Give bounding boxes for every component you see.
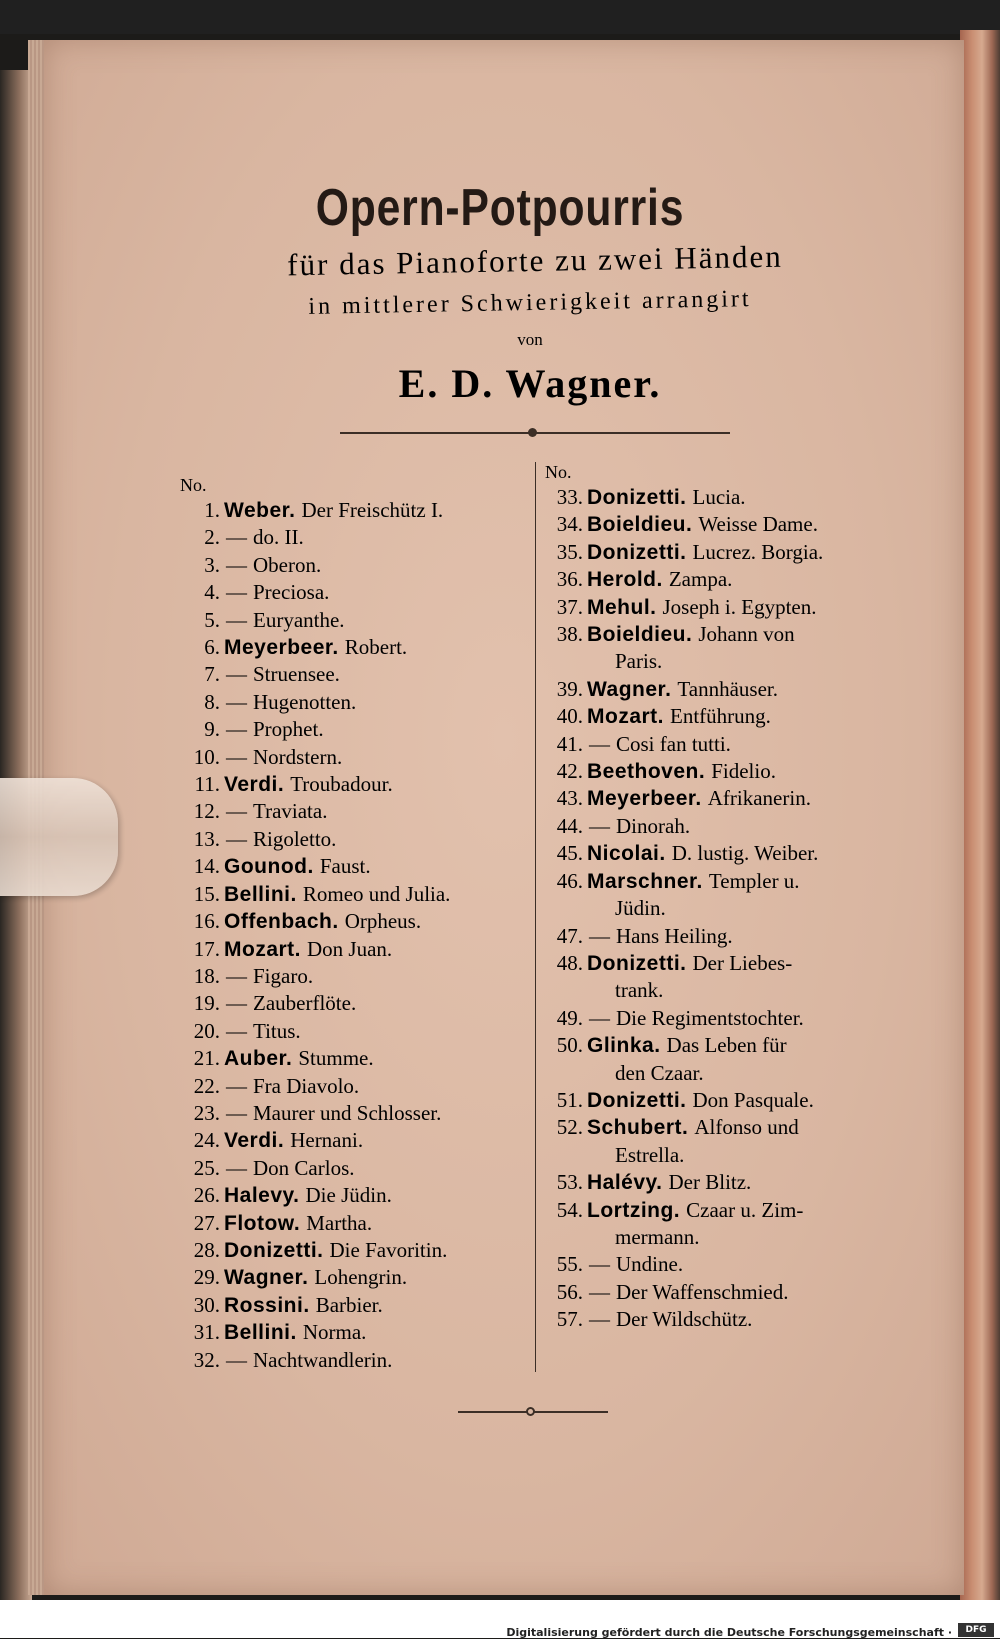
catalog-entry [180,689,525,716]
entry-number: 50. [556,1033,583,1058]
entry-composer: Wagner. [224,1266,309,1290]
entry-work: Joseph i. Egypten. [662,594,817,619]
entry-work: Templer u. [708,868,800,893]
catalog-entry [545,566,890,593]
entry-number: 51. [556,1087,583,1112]
entry-work: Maurer und Schlosser. [253,1100,442,1125]
catalog-entry [180,1292,525,1319]
catalog-entry [180,990,525,1017]
catalog-entry [545,758,890,785]
entry-composer: — [226,689,247,714]
catalog-entry [180,1210,525,1237]
entry-composer: Mozart. [224,937,301,961]
entry-number: 56. [556,1279,583,1304]
catalog-entry [180,853,525,880]
entry-number: 19. [193,991,220,1016]
entry-number: 52. [556,1115,583,1140]
entry-number: 15. [193,881,220,906]
catalog-entry [180,716,525,743]
entry-number: 16. [193,909,220,934]
catalog-entry [545,1005,890,1032]
entry-composer: — [226,717,247,742]
entry-work: Troubadour. [290,772,393,797]
arranger-name: E. D. Wagner. [398,361,662,406]
catalog-entry [180,1045,525,1072]
catalog-entry [545,950,890,977]
entry-number: 27. [193,1210,220,1235]
entry-number: 18. [193,963,220,988]
entry-composer: — [589,813,610,838]
entry-composer: — [589,1005,610,1030]
entry-composer: — [226,991,247,1016]
entry-composer: — [226,826,247,851]
catalog-entry [545,1087,890,1114]
entry-number: 29. [193,1265,220,1290]
catalog-entry [180,1018,525,1045]
entry-work: Der Waffenschmied. [616,1279,789,1304]
entry-number: 25. [193,1155,220,1180]
entry-composer: — [226,580,247,605]
entry-work: Nordstern. [253,744,343,769]
entry-work: Lohengrin. [314,1265,408,1290]
catalog-entry [545,511,890,538]
entry-work: Der Wildschütz. [616,1307,753,1332]
entry-work: Traviata. [253,799,328,824]
entry-work: Die Favoritin. [329,1237,448,1262]
catalog-entry [545,676,890,703]
entry-work: Struensee. [253,662,340,687]
entry-number: 38. [556,622,583,647]
arrangement-line: in mittlerer Schwierigkeit arrangirt [308,286,752,320]
entry-work: Hans Heiling. [616,923,733,948]
catalog-entry [180,552,525,579]
column-divider [535,462,536,1372]
entry-number: 34. [556,512,583,537]
entry-composer: — [226,1100,247,1125]
entry-work: Oberon. [253,552,322,577]
entry-number: 10. [193,744,220,769]
entry-work-continuation: Paris. [615,649,663,674]
entry-composer: — [226,525,247,550]
catalog-entry [180,1127,525,1154]
entry-number: 40. [556,704,583,729]
catalog-entry [545,923,890,950]
entry-work: Stumme. [298,1046,374,1071]
entry-number: 32. [193,1347,220,1372]
entry-work: Norma. [302,1320,367,1345]
entry-number: 46. [556,868,583,893]
entry-number: 45. [556,841,583,866]
entry-number: 17. [193,936,220,961]
entry-work: Czaar u. Zim- [686,1197,804,1222]
entry-number: 8. [204,689,220,714]
entry-number: 44. [556,813,583,838]
catalog-entry [180,607,525,634]
entry-composer: Meyerbeer. [587,787,702,811]
catalog-entry [545,840,890,867]
catalog-entry [180,1155,525,1182]
entry-composer: Schubert. [587,1116,689,1140]
entry-work-continuation: den Czaar. [615,1060,704,1085]
entry-number: 3. [204,552,220,577]
entry-composer: Bellini. [224,1321,297,1345]
entry-composer: — [226,1018,247,1043]
catalog-entry [180,1182,525,1209]
entry-work: Figaro. [253,963,314,988]
entry-composer: Donizetti. [587,486,687,509]
entry-work: Nachtwandlerin. [253,1347,393,1372]
entry-composer: Glinka. [587,1034,661,1058]
entry-work: Tannhäuser. [677,676,778,701]
catalog-list-left [180,497,525,1374]
entry-work: Zampa. [668,567,733,592]
entry-composer: Beethoven. [587,760,706,784]
catalog-entry [180,524,525,551]
entry-composer: Mehul. [587,595,657,619]
entry-composer: — [589,1252,610,1277]
scanner-bed [0,0,1000,34]
entry-work: Die Regimentstochter. [616,1005,804,1030]
entry-number: 9. [204,717,220,742]
catalog-entry [180,908,525,935]
entry-composer: Nicolai. [587,842,666,866]
entry-number: 23. [193,1100,220,1125]
catalog-entry [180,771,525,798]
entry-composer: Mozart. [587,705,664,729]
catalog-entry [180,1319,525,1346]
entry-work: Don Pasquale. [692,1087,814,1112]
catalog-entry-continuation [545,1142,890,1169]
entry-composer: Verdi. [224,1129,285,1153]
no-label: No. [545,462,572,482]
entry-composer: — [226,963,247,988]
entry-work: Hernani. [290,1128,364,1153]
entry-number: 14. [193,854,220,879]
entry-number: 12. [193,799,220,824]
entry-number: 11. [194,772,220,797]
entry-number: 2. [204,525,220,550]
catalog-entry [545,1197,890,1224]
catalog-entry-continuation [545,1224,890,1251]
entry-composer: Donizetti. [587,1088,687,1112]
catalog-entry [180,798,525,825]
entry-work: Romeo und Julia. [302,881,451,906]
entry-work: Das Leben für [666,1033,787,1058]
entry-composer: — [226,607,247,632]
entry-number: 47. [556,923,583,948]
catalog-entry [180,936,525,963]
entry-number: 26. [193,1183,220,1208]
entry-work: Don Carlos. [253,1155,355,1180]
entry-work-continuation: Jüdin. [615,896,666,921]
entry-number: 48. [556,950,583,975]
entry-composer: Gounod. [224,855,314,879]
catalog-entry [180,744,525,771]
entry-composer: Marschner. [587,869,703,893]
entry-composer: — [589,923,610,948]
catalog-entry [545,1032,890,1059]
entry-composer: — [226,1155,247,1180]
entry-work: Robert. [344,635,408,660]
catalog-entry [545,1279,890,1306]
entry-number: 6. [204,635,220,660]
catalog-column-right [545,462,890,1334]
von-label: von [517,330,543,349]
entry-composer: Flotow. [224,1211,301,1235]
catalog-entry-continuation [545,648,890,675]
entry-number: 20. [193,1018,220,1043]
entry-work: do. II. [253,525,304,550]
entry-composer: Boieldieu. [587,513,693,537]
divider-ornament-icon [528,428,537,437]
entry-composer: — [589,1307,610,1332]
entry-composer: — [226,799,247,824]
entry-number: 30. [193,1292,220,1317]
catalog-entry [545,1114,890,1141]
entry-work: Der Liebes- [692,950,793,975]
entry-work: Hugenotten. [253,689,357,714]
catalog-entry [180,1347,525,1374]
entry-work: Undine. [616,1252,684,1277]
entry-composer: Donizetti. [224,1238,324,1262]
entry-number: 7. [204,662,220,687]
catalog-entry [545,1306,890,1333]
entry-composer: — [226,1347,247,1372]
entry-composer: Halevy. [224,1184,300,1208]
entry-composer: Offenbach. [224,910,339,934]
catalog-entry [545,785,890,812]
catalog-entry [545,731,890,758]
entry-work: D. lustig. Weiber. [671,841,819,866]
entry-work: Entführung. [670,704,771,729]
entry-number: 53. [556,1170,583,1195]
entry-composer: Auber. [224,1047,293,1071]
catalog-list-right [545,484,890,1334]
entry-work: Zauberflöte. [253,991,357,1016]
entry-composer: Boieldieu. [587,623,693,647]
catalog-entry-continuation [545,895,890,922]
entry-work: Afrikanerin. [707,786,811,811]
entry-composer: Rossini. [224,1293,310,1317]
catalog-entry [545,484,890,511]
page-clip [0,778,118,896]
entry-composer: — [226,1073,247,1098]
entry-number: 28. [193,1237,220,1262]
entry-number: 21. [193,1046,220,1071]
entry-work: Weisse Dame. [698,512,818,537]
entry-number: 54. [556,1197,583,1222]
digitization-credit: Digitalisierung gefördert durch die Deutsche Forschungsgemeinschaft · [506,1626,952,1639]
entry-work: Preciosa. [253,580,330,605]
catalog-entry-continuation [545,977,890,1004]
entry-number: 37. [556,594,583,619]
catalog-entry [545,1169,890,1196]
page-title: Opern-Potpourris [315,179,685,237]
entry-work: Fra Diavolo. [253,1073,360,1098]
entry-work-continuation: mermann. [615,1224,700,1249]
entry-number: 39. [556,676,583,701]
entry-composer: — [589,1279,610,1304]
entry-number: 33. [556,485,583,509]
entry-composer: — [226,744,247,769]
catalog-entry [180,881,525,908]
entry-number: 42. [556,759,583,784]
page-subtitle: für das Pianoforte zu zwei Händen [286,238,784,283]
catalog-entry [180,634,525,661]
catalog-entry [545,621,890,648]
catalog-entry [180,1237,525,1264]
entry-work: Die Jüdin. [305,1183,392,1208]
catalog-entry [545,703,890,730]
entry-work: Der Blitz. [668,1170,752,1195]
dfg-logo: DFG [958,1623,994,1637]
entry-composer: — [226,552,247,577]
entry-work: Don Juan. [307,936,393,961]
catalog-column-left [180,475,525,1374]
entry-work: Prophet. [253,717,324,742]
no-label: No. [180,475,207,495]
entry-composer: Halévy. [587,1171,663,1195]
catalog-entry [545,594,890,621]
entry-work: Der Freischütz I. [301,498,444,522]
entry-number: 55. [556,1252,583,1277]
catalog-entry [545,868,890,895]
entry-number: 4. [204,580,220,605]
entry-work: Fidelio. [711,759,776,784]
entry-work-continuation: Estrella. [615,1142,685,1167]
entry-work: Barbier. [315,1292,383,1317]
entry-number: 43. [556,786,583,811]
entry-work: Rigoletto. [253,826,337,851]
entry-work: Lucia. [692,485,746,509]
entry-work: Martha. [306,1210,373,1235]
entry-composer: Herold. [587,568,663,592]
entry-number: 35. [556,539,583,564]
entry-number: 5. [204,607,220,632]
entry-composer: Donizetti. [587,540,687,564]
entry-work: Euryanthe. [253,607,345,632]
entry-number: 31. [193,1320,220,1345]
entry-work: Dinorah. [616,813,691,838]
catalog-entry [545,539,890,566]
entry-composer: Donizetti. [587,951,687,975]
entry-number: 57. [556,1307,583,1332]
catalog-entry [180,963,525,990]
entry-number: 49. [556,1005,583,1030]
entry-work-continuation: trank. [615,978,664,1003]
entry-number: 36. [556,567,583,592]
bottom-ornament-icon [526,1407,535,1416]
catalog-entry [180,1100,525,1127]
catalog-entry-continuation [545,1060,890,1087]
entry-number: 41. [556,731,583,756]
entry-composer: Wagner. [587,677,672,701]
entry-work: Titus. [253,1018,301,1043]
catalog-entry [180,579,525,606]
catalog-entry [180,826,525,853]
catalog-entry [545,813,890,840]
catalog-entry [545,1251,890,1278]
entry-work: Alfonso und [694,1115,799,1140]
entry-work: Johann von [698,622,795,647]
entry-composer: Lortzing. [587,1198,681,1222]
catalog-entry [180,497,525,524]
entry-composer: Bellini. [224,882,297,906]
catalog-entry [180,1073,525,1100]
entry-work: Orpheus. [344,909,422,934]
entry-number: 13. [193,826,220,851]
entry-work: Cosi fan tutti. [616,731,731,756]
catalog-entry [180,1264,525,1291]
book-edge-right [960,30,1000,1600]
entry-work: Faust. [319,854,371,879]
entry-composer: Verdi. [224,773,285,797]
entry-work: Lucrez. Borgia. [692,539,824,564]
entry-number: 1. [204,498,220,522]
entry-composer: Weber. [224,499,296,522]
entry-composer: — [226,662,247,687]
entry-number: 22. [193,1073,220,1098]
entry-number: 24. [193,1128,220,1153]
catalog-entry [180,661,525,688]
entry-composer: Meyerbeer. [224,636,339,660]
entry-composer: — [589,731,610,756]
